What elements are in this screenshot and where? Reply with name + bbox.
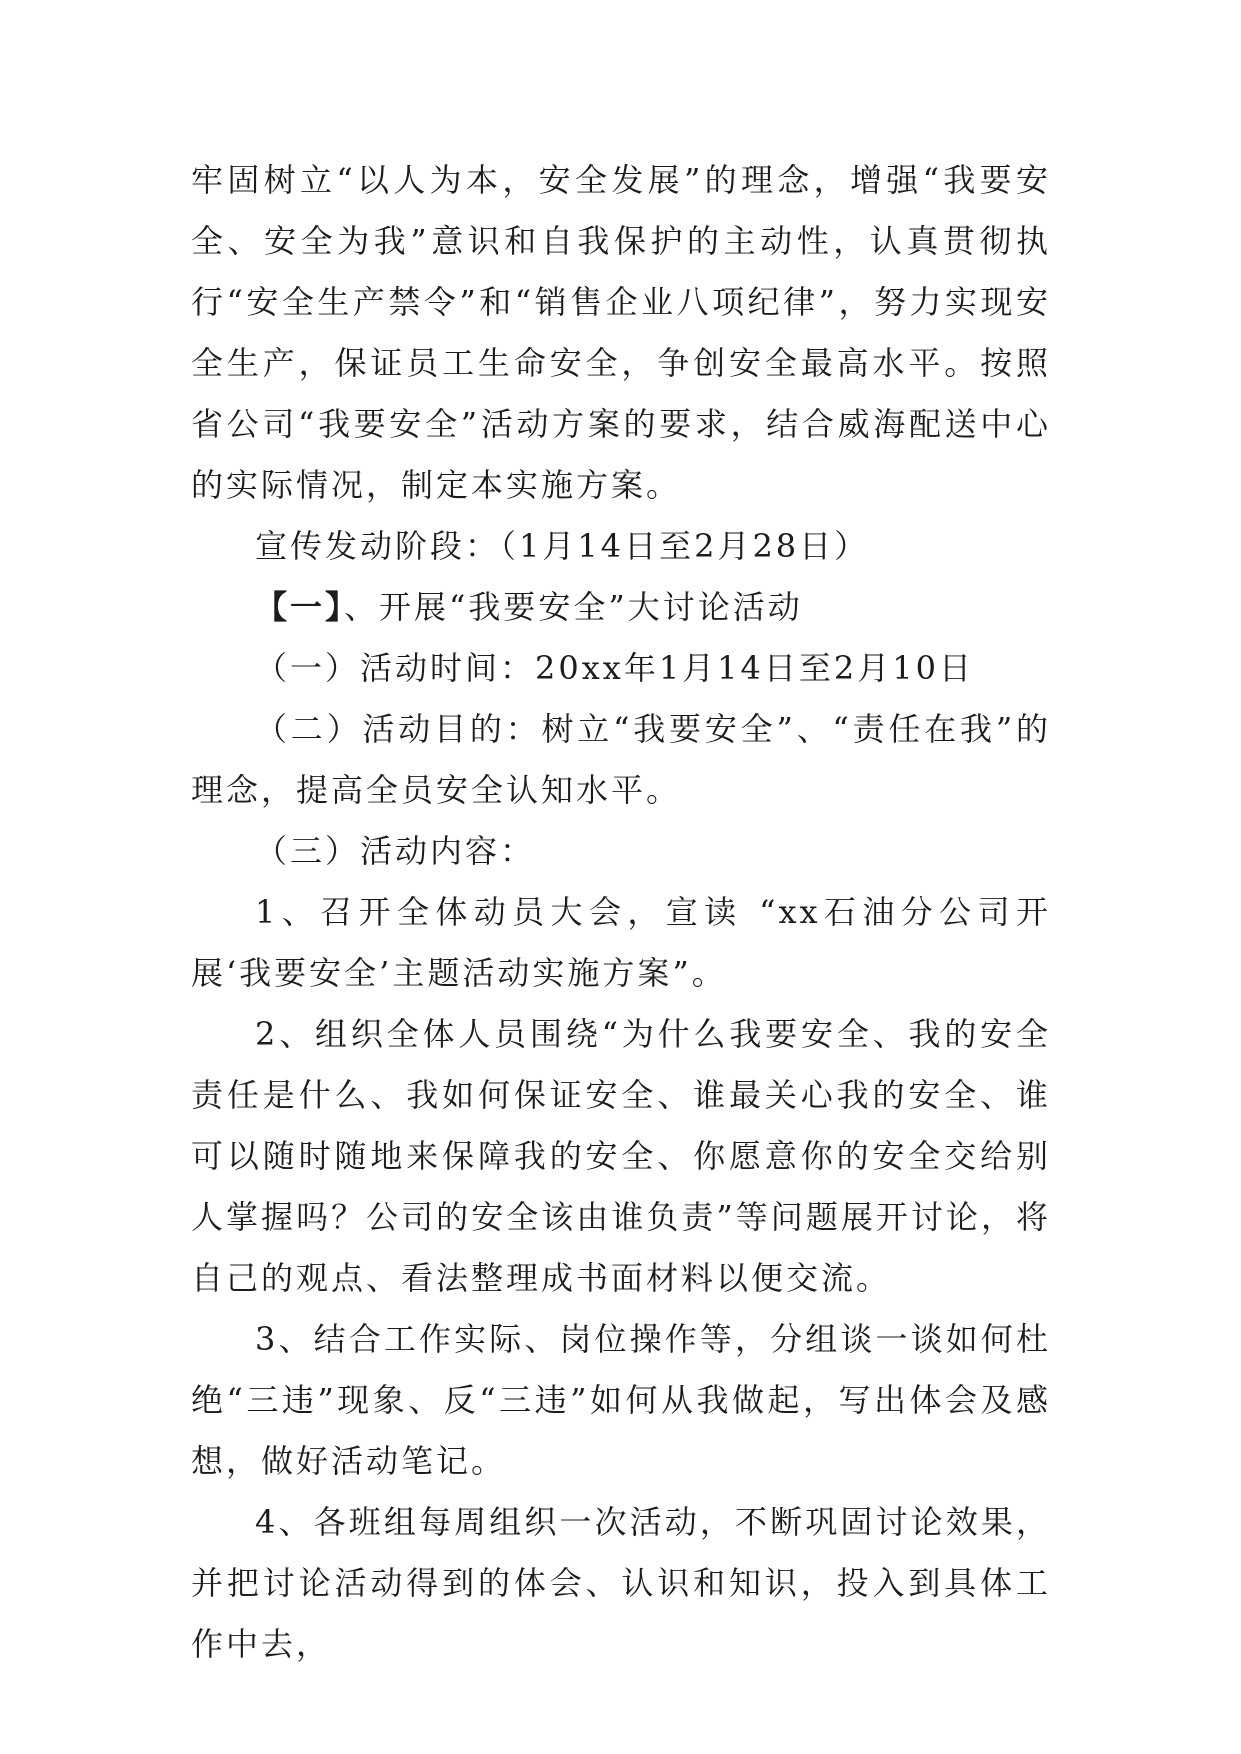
paragraph-item-4: 4、各班组每周组织一次活动，不断巩固讨论效果，并把讨论活动得到的体会、认识和知识，投入到具体工作中去， xyxy=(191,1503,1051,1663)
document-body xyxy=(191,150,1051,1675)
paragraph-item-3: 3、结合工作实际、岗位操作等，分组谈一谈如何杜绝“三违”现象、反“三违”如何从我做起，写出体会及感想，做好活动笔记。 xyxy=(191,1320,1051,1480)
paragraph-activity-purpose: （二）活动目的：树立“我要安全”、“责任在我”的理念，提高全员安全认知水平。 xyxy=(191,710,1051,809)
paragraph-item-2: 2、组织全体人员围绕“为什么我要安全、我的安全责任是什么、我如何保证安全、谁最关心我的安全、谁可以随时随地来保障我的安全、你愿意你的安全交给别人掌握吗？公司的安全该由谁负责”等问题展开讨论，将自己的观点、看法整理成书面材料以便交流。 xyxy=(191,1015,1051,1297)
paragraph-stage-heading: 宣传发动阶段：（1月14日至2月28日） xyxy=(255,527,870,565)
section-number: 【一】 xyxy=(255,588,345,626)
paragraph-item-1: 1、召开全体动员大会，宣读 “xx石油分公司开展‘我要安全’主题活动实施方案”。 xyxy=(191,893,1051,992)
paragraph-activity-time: （一）活动时间：20xx年1月14日至2月10日 xyxy=(255,649,974,687)
section-title: 、开展“我要安全”大讨论活动 xyxy=(344,588,803,626)
paragraph-intro: 牢固树立“以人为本，安全发展”的理念，增强“我要安全、安全为我”意识和自我保护的主动性，认真贯彻执行“安全生产禁令”和“销售企业八项纪律”，努力实现安全生产，保证员工生命安全，争创安全最高水平。按照省公司“我要安全”活动方案的要求，结合威海配送中心的实际情况，制定本实施方案。 xyxy=(191,161,1051,504)
paragraph-activity-content-heading: （三）活动内容： xyxy=(255,832,536,870)
section-heading-one xyxy=(191,577,1051,638)
